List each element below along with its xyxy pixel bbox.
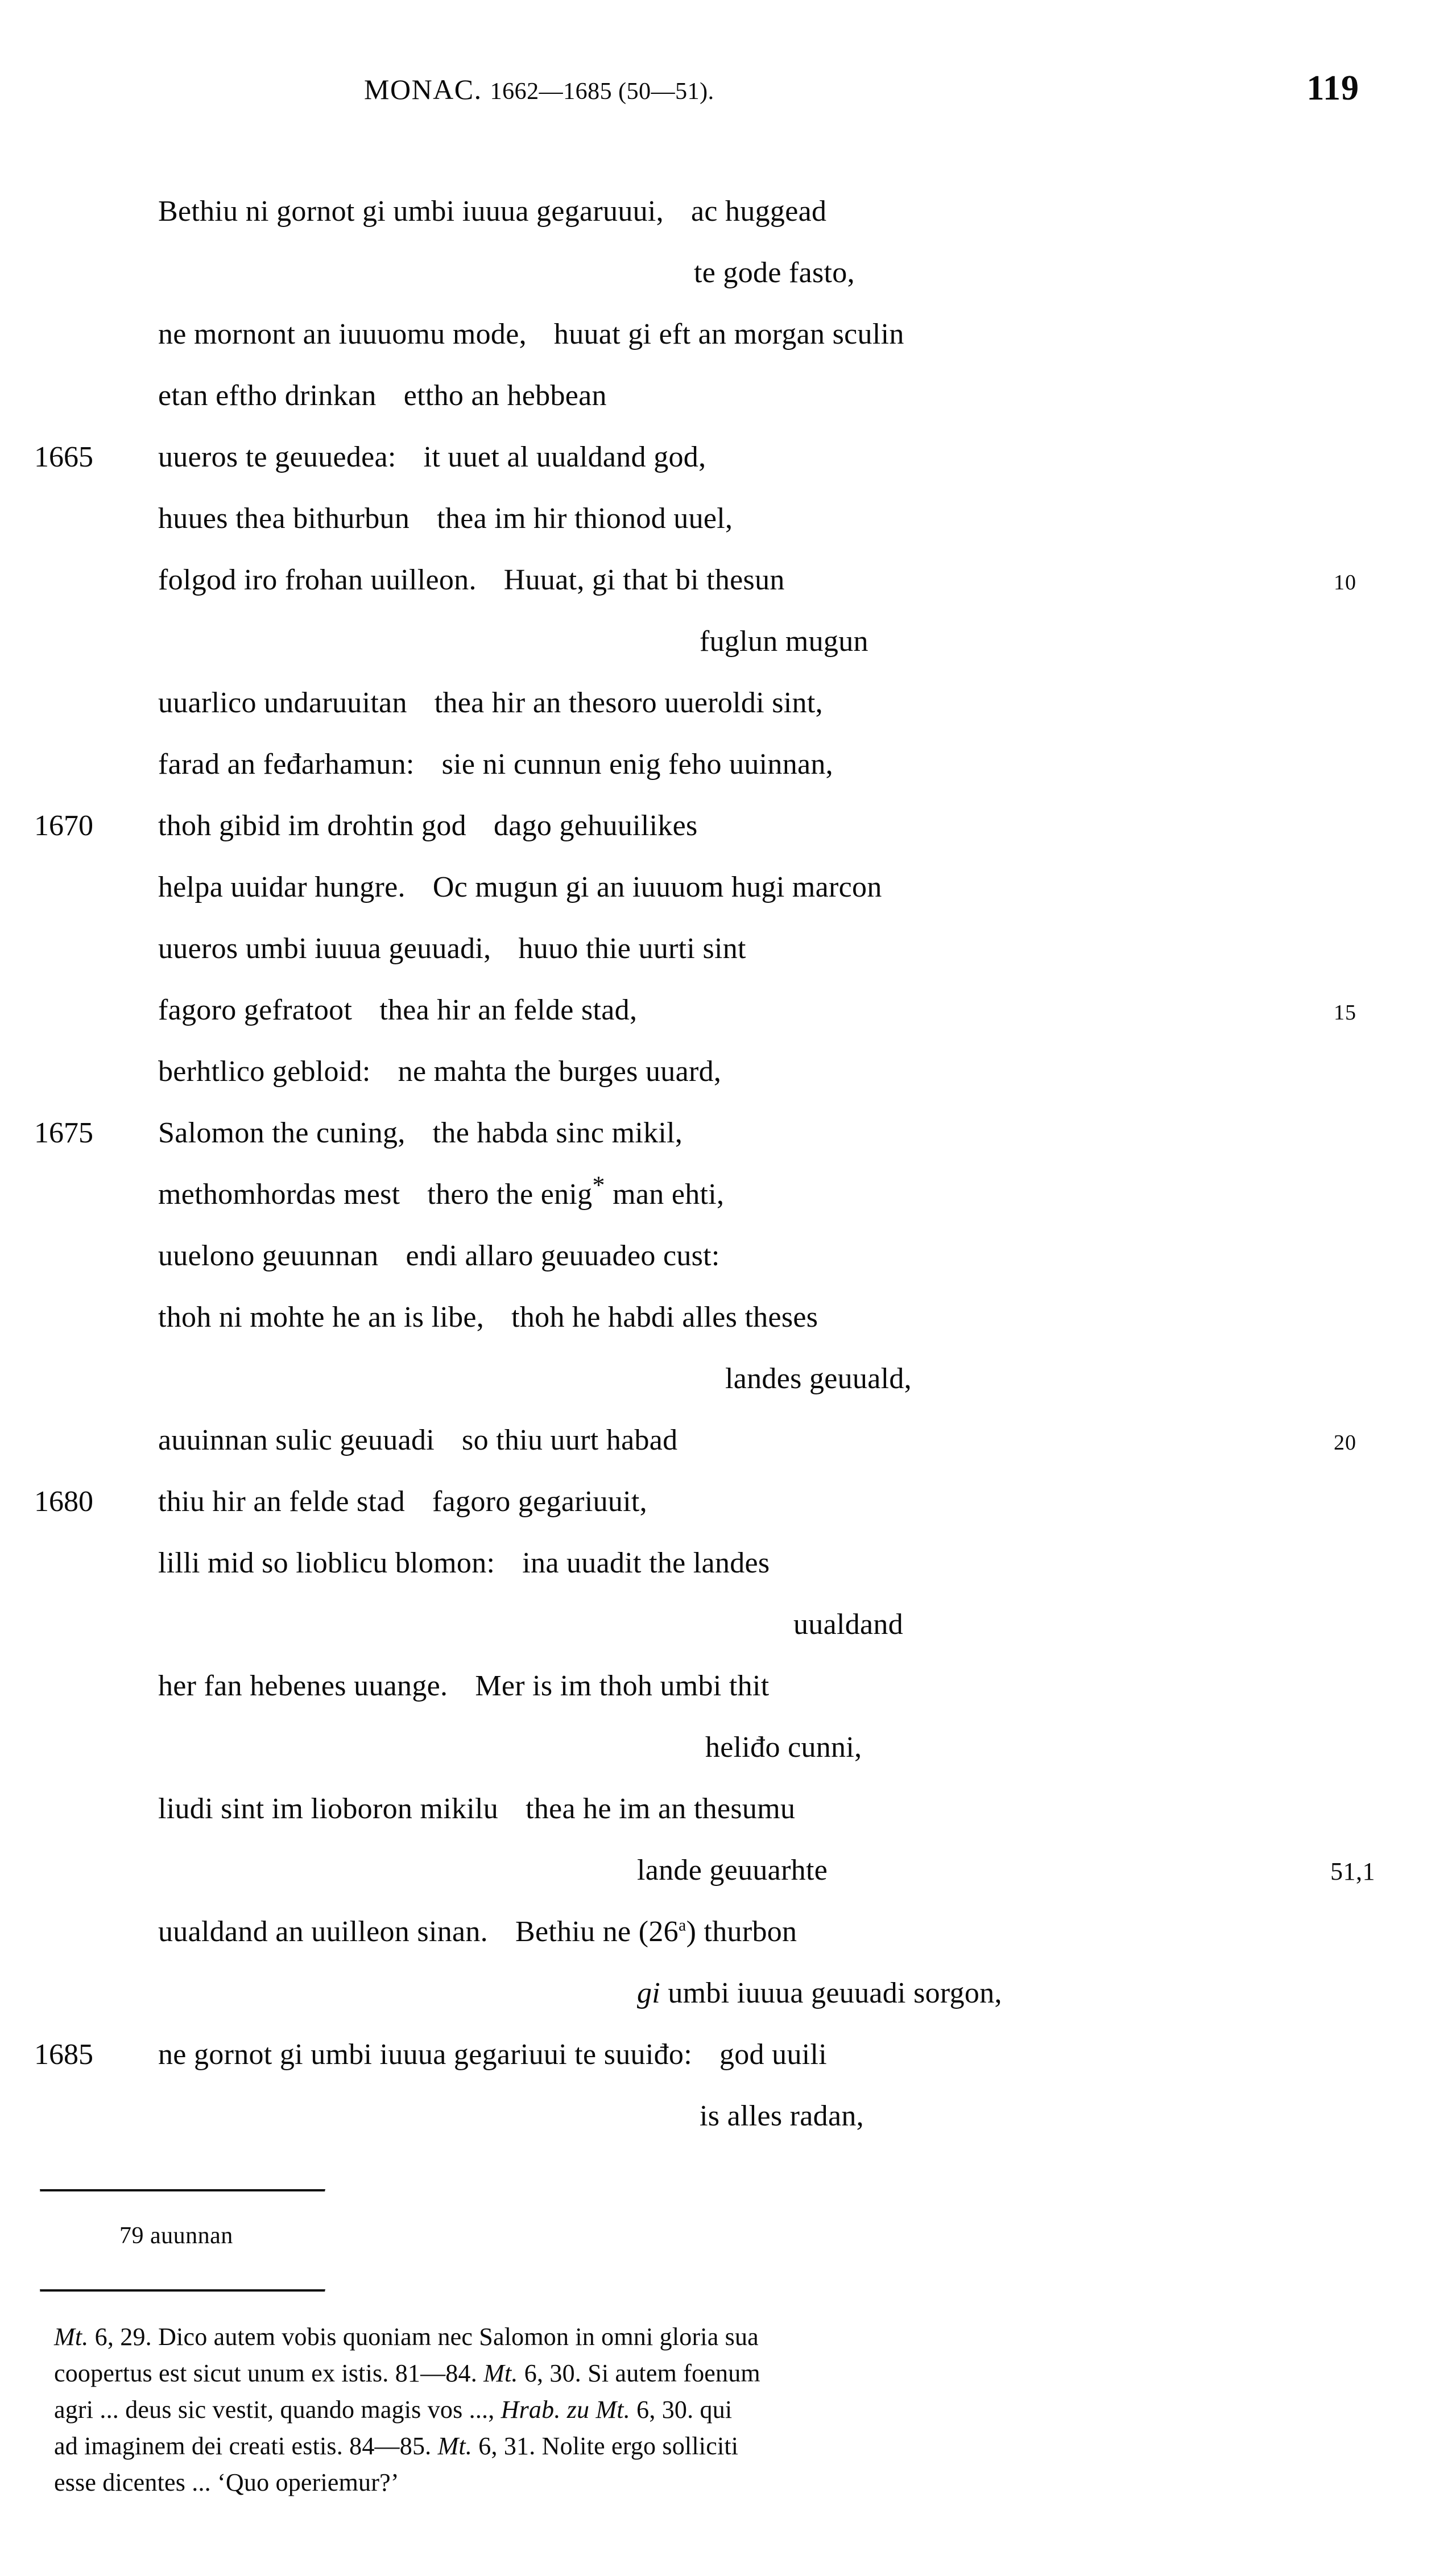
- verse-line-text-second-half: Mer is im thoh umbi thit: [475, 1670, 770, 1702]
- verse-line-text-second-half: thea he im an thesumu: [526, 1793, 796, 1825]
- page-title-prefix: MONAC.: [364, 73, 482, 105]
- verse-line-number: 1675: [34, 1117, 93, 1149]
- verse-line-text-second-half: thea hir an thesoro uueroldi sint,: [434, 687, 823, 719]
- verse-line-text-second-half: so thiu uurt habad: [462, 1424, 678, 1456]
- verse-line-text: helpa uuidar hungre. Oc mugun gi an iuuuom hugi marcon: [158, 871, 882, 903]
- margin-line-number: 20: [1334, 1431, 1356, 1455]
- verse-line-text: uualdand: [793, 1608, 904, 1641]
- verse-line: [0, 488, 1456, 550]
- apparatus-text: 6, 29. Dico autem vobis quoniam nec Salomon in omni gloria sua: [88, 2323, 759, 2351]
- verse-line: [0, 980, 1456, 1041]
- apparatus-line: [54, 2428, 1379, 2464]
- verse-line: [0, 918, 1456, 980]
- verse-line: [0, 1410, 1456, 1471]
- verse-line: [0, 1717, 1456, 1778]
- apparatus-text: coopertus est sicut unum ex istis. 81—84.: [54, 2359, 484, 2387]
- verse-line: [0, 672, 1456, 734]
- asterisk-marker: *: [592, 1171, 605, 1199]
- verse-line: [0, 1103, 1456, 1164]
- apparatus-line: [54, 2392, 1379, 2428]
- apparatus-text: 6, 30. Si autem foenum: [518, 2359, 760, 2387]
- critical-apparatus: [54, 2319, 1379, 2501]
- italic-word: gi: [637, 1977, 661, 2009]
- verse-line-text-second-half: Huuat, gi that bi thesun: [503, 564, 785, 596]
- apparatus-citation: Mt.: [483, 2359, 518, 2387]
- verse-line-text-second-half: ettho an hebbean: [403, 379, 607, 412]
- verse-line-number: 1670: [34, 810, 93, 842]
- verse-line-text: ne gornot gi umbi iuuua gegariuui te suuiđo: god uuili: [158, 2038, 827, 2071]
- verse-line-text-second-half: Oc mugun gi an iuuuom hugi marcon: [432, 871, 882, 903]
- verse-line-text: fagoro gefratoot thea hir an felde stad,: [158, 994, 638, 1026]
- apparatus-citation: Mt.: [54, 2323, 89, 2351]
- verse-line: [0, 242, 1456, 304]
- verse-line-text-second-half: thea hir an felde stad,: [379, 994, 638, 1026]
- verse-line-text: landes geuuald,: [725, 1363, 912, 1395]
- verse-line-text: thiu hir an felde stad fagoro gegariuuit,: [158, 1485, 647, 1518]
- verse-line-text: uueros umbi iuuua geuuadi, huuo thie uurti sint: [158, 932, 746, 965]
- verse-line: [0, 795, 1456, 857]
- apparatus-line: [54, 2355, 1379, 2392]
- verse-line-text: liudi sint im lioboron mikilu thea he im an thesumu: [158, 1793, 796, 1825]
- verse-block: [0, 181, 1456, 2147]
- verse-line: [0, 2024, 1456, 2086]
- verse-line-number: 1685: [34, 2038, 93, 2071]
- verse-line-text: ne mornont an iuuuomu mode, huuat gi eft an morgan sculin: [158, 318, 904, 350]
- verse-line-text-second-half: the habda sinc mikil,: [432, 1117, 683, 1149]
- verse-line-text: etan eftho drinkan ettho an hebbean: [158, 379, 607, 412]
- page-number: 119: [1306, 69, 1359, 108]
- verse-line: [0, 1348, 1456, 1410]
- verse-line-text-second-half: thoh he habdi alles theses: [511, 1301, 818, 1334]
- verse-line: [0, 1594, 1456, 1656]
- apparatus-citation: Hrab. zu Mt.: [500, 2396, 630, 2424]
- footnote-rule-top: [40, 2189, 325, 2192]
- verse-line-text-second-half: thea im hir thionod uuel,: [437, 502, 733, 535]
- verse-line-text: thoh ni mohte he an is libe, thoh he habdi alles theses: [158, 1301, 818, 1334]
- verse-line-text: berhtlico gebloid: ne mahta the burges uuard,: [158, 1055, 722, 1088]
- apparatus-text: ad imaginem dei creati estis. 84—85.: [54, 2432, 438, 2460]
- verse-line: [0, 611, 1456, 672]
- verse-line-text: lilli mid so lioblicu blomon: ina uuadit the landes: [158, 1547, 770, 1579]
- verse-line-text: te gode fasto,: [694, 257, 855, 289]
- verse-line: [0, 1901, 1456, 1963]
- verse-line-text-second-half: Bethiu ne (26$^a$) thurbon: [515, 1916, 797, 1948]
- verse-line: [0, 304, 1456, 365]
- verse-line: [0, 857, 1456, 918]
- verse-line: [0, 1471, 1456, 1533]
- verse-line: [0, 550, 1456, 611]
- verse-line-text: uuelono geuunnan endi allaro geuuadeo cust:: [158, 1240, 720, 1272]
- verse-line-text: uualdand an uuilleon sinan. Bethiu ne (26$^a$) thurbon: [158, 1916, 797, 1948]
- verse-line-text: uueros te geuuedea: it uuet al uualdand god,: [158, 441, 706, 473]
- verse-line-text-second-half: fagoro gegariuuit,: [432, 1485, 647, 1518]
- verse-line: [0, 1778, 1456, 1840]
- verse-line-text-second-half: sie ni cunnun enig feho uuinnan,: [441, 748, 833, 781]
- document-page: [0, 69, 1456, 2576]
- apparatus-line: [54, 2464, 1379, 2501]
- verse-line: [0, 1225, 1456, 1287]
- apparatus-text: 6, 30. qui: [630, 2396, 733, 2424]
- verse-line-text: huues thea bithurbun thea im hir thionod uuel,: [158, 502, 733, 535]
- margin-line-number: 15: [1334, 1001, 1356, 1025]
- verse-line-text-second-half: ne mahta the burges uuard,: [398, 1055, 722, 1088]
- verse-line: [0, 734, 1456, 795]
- verse-line-text: her fan hebenes uuange. Mer is im thoh umbi thit: [158, 1670, 770, 1702]
- verse-line-text-second-half: it uuet al uualdand god,: [423, 441, 706, 473]
- verse-line-text: farad an feđarhamun: sie ni cunnun enig feho uuinnan,: [158, 748, 833, 781]
- verse-line: [0, 1840, 1456, 1901]
- apparatus-text: esse dicentes ... ‘Quo operiemur?’: [54, 2468, 399, 2496]
- verse-line-text: uuarlico undaruuitan thea hir an thesoro uueroldi sint,: [158, 687, 823, 719]
- verse-line-text: Salomon the cuning, the habda sinc mikil,: [158, 1117, 683, 1149]
- running-head: [0, 69, 1456, 141]
- verse-line-text: folgod iro frohan uuilleon. Huuat, gi that bi thesun: [158, 564, 785, 596]
- apparatus-text: 6, 31. Nolite ergo solliciti: [472, 2432, 739, 2460]
- verse-line-text: auuinnan sulic geuuadi so thiu uurt habad: [158, 1424, 678, 1456]
- verse-line-text-second-half: huuat gi eft an morgan sculin: [553, 318, 904, 350]
- verse-line: [0, 1963, 1456, 2024]
- verse-line-text: heliđo cunni,: [705, 1731, 862, 1764]
- verse-line: [0, 181, 1456, 242]
- superscript-a: a: [678, 1916, 686, 1935]
- verse-line-text-second-half: dago gehuuilikes: [493, 810, 698, 842]
- page-title-range: 1662—1685 (50—51).: [490, 79, 714, 105]
- verse-line-text-second-half: god uuili: [719, 2038, 827, 2071]
- verse-line-number: 1680: [34, 1485, 93, 1518]
- verse-line-text: is alles radan,: [700, 2100, 864, 2132]
- verse-line-text-second-half: ina uuadit the landes: [522, 1547, 770, 1579]
- verse-line-number: 1665: [34, 441, 93, 473]
- verse-line-text-second-half: huuo thie uurti sint: [518, 932, 746, 965]
- verse-line-text: methomhordas mest thero the enig* man ehti,: [158, 1171, 725, 1211]
- apparatus-line: [54, 2319, 1379, 2355]
- verse-line-text: lande geuuarhte: [637, 1854, 828, 1886]
- verse-line: [0, 1041, 1456, 1103]
- verse-line: [0, 427, 1456, 488]
- verse-line-text: thoh gibid im drohtin god dago gehuuilikes: [158, 810, 698, 842]
- verse-line: [0, 365, 1456, 427]
- footnote: 79 auunnan: [119, 2223, 233, 2249]
- verse-line-text: fuglun mugun: [700, 625, 868, 658]
- verse-line: [0, 1656, 1456, 1717]
- verse-line-text: gi umbi iuuua geuuadi sorgon,: [637, 1977, 1002, 2009]
- verse-line: [0, 1533, 1456, 1594]
- apparatus-citation: Mt.: [437, 2432, 473, 2460]
- verse-line: [0, 2086, 1456, 2147]
- margin-line-number: 51,1: [1330, 1857, 1375, 1885]
- verse-line: [0, 1164, 1456, 1225]
- footnote-rule-bottom: [40, 2289, 325, 2292]
- margin-line-number: 10: [1334, 571, 1356, 595]
- verse-line-text-second-half: thero the enig* man ehti,: [427, 1171, 725, 1211]
- verse-line-text: Bethiu ni gornot gi umbi iuuua gegaruuui, ac huggead: [158, 195, 827, 228]
- apparatus-text: agri ... deus sic vestit, quando magis vos ...,: [54, 2396, 501, 2424]
- page-title: [364, 73, 714, 106]
- verse-line: [0, 1287, 1456, 1348]
- verse-line-text-second-half: endi allaro geuuadeo cust:: [406, 1240, 720, 1272]
- verse-line-text-second-half: ac huggead: [690, 195, 827, 228]
